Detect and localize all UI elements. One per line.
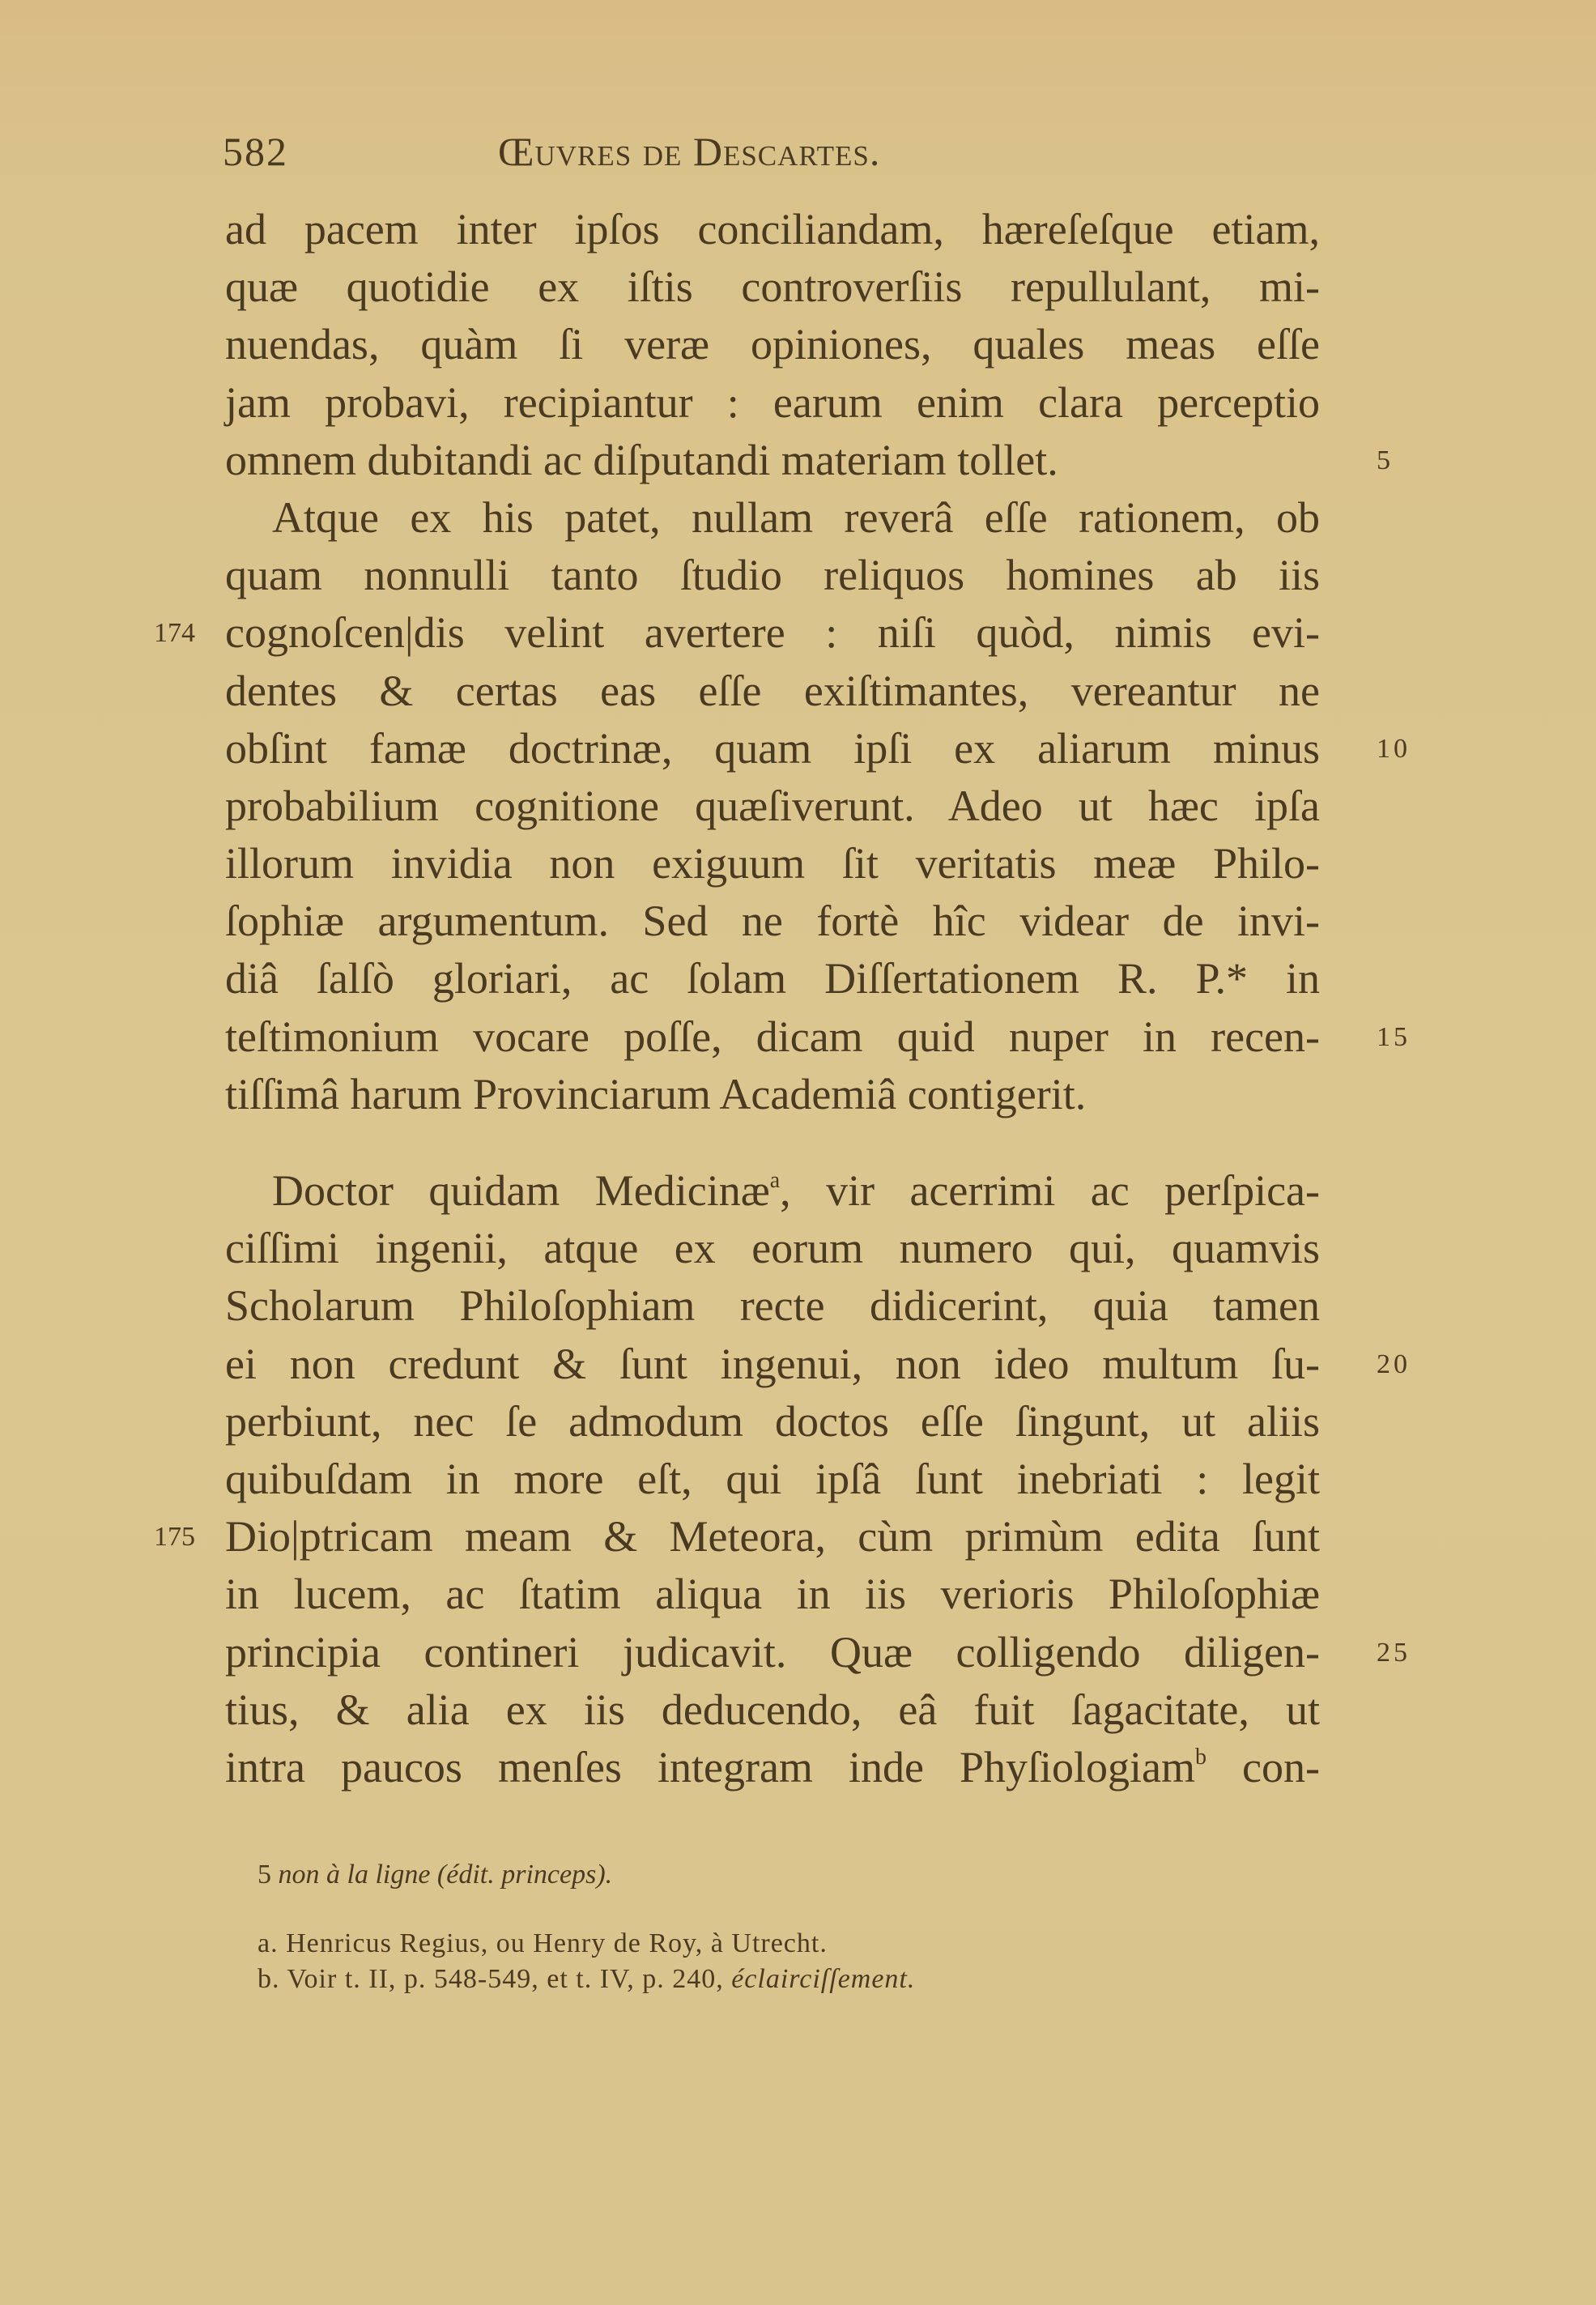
text-line [154, 604, 1320, 662]
line-text: ei non credunt & ſunt ingenui, non ideo multum ſu- [225, 1339, 1320, 1388]
text-line [225, 1336, 1411, 1393]
footnote-label: a. [257, 1928, 279, 1958]
text-line [225, 374, 1320, 432]
line-text: principia contineri judicavit. Quæ colligendo diligen- [225, 1627, 1320, 1677]
line-text: dentes & certas eas eſſe exiſtimantes, vereantur ne [225, 666, 1320, 715]
line-number-marginal: 10 [1377, 733, 1411, 764]
line-text: nuendas, quàm ſi veræ opiniones, quales meas eſſe [225, 320, 1320, 369]
footnote-b [257, 1962, 1310, 1997]
text-line [225, 1739, 1320, 1796]
text-line [225, 1393, 1320, 1451]
text-line [225, 663, 1320, 720]
line-text: teſtimonium vocare poſſe, dicam quid nuper in recen- [225, 1012, 1320, 1061]
footnote-label: b. [257, 1964, 280, 1994]
line-text: omnem dubitandi ac diſputandi materiam tollet. [225, 435, 1058, 484]
line-text: ſophiæ argumentum. Sed ne fortè hîc videar de invi- [225, 897, 1320, 946]
line-text: quæ quotidie ex iſtis controverſiis repullulant, mi- [225, 262, 1320, 312]
text-line [225, 1008, 1411, 1066]
line-text: illorum invidia non exiguum ſit veritatis meæ Philo- [225, 839, 1320, 888]
footnote-reference: b [1195, 1744, 1207, 1770]
running-title: Œuvres de Descartes. [498, 129, 881, 174]
text-line [225, 1451, 1320, 1508]
line-number-marginal: 15 [1377, 1021, 1411, 1052]
line-text: in lucem, ac ſtatim aliqua in iis verioris Philoſophiæ [225, 1570, 1320, 1619]
line-text: Doctor quidam Medicinæ [272, 1166, 770, 1215]
line-number-marginal: 25 [1377, 1637, 1411, 1668]
text-line [225, 547, 1320, 604]
line-number-marginal: 20 [1377, 1348, 1411, 1379]
line-text: tiſſimâ harum Provinciarum Academiâ contigerit. [225, 1069, 1087, 1118]
line-text: ciſſimi ingenii, atque ex eorum numero qui, quamvis [225, 1224, 1320, 1273]
text-line [225, 720, 1411, 778]
footnote-text: Voir t. II, p. 548-549, et t. IV, p. 240, [279, 1964, 732, 1994]
line-text: cognoſcen|dis velint avertere : niſi quòd, nimis evi- [225, 608, 1320, 658]
footnotes [257, 1855, 1310, 1997]
text-line [225, 1566, 1320, 1623]
body-text [154, 201, 1411, 1796]
page-number: 582 [223, 129, 288, 174]
line-text-continued: , vir acerrimi ac perſpica- [780, 1166, 1320, 1215]
line-text: jam probavi, recipiantur : earum enim clara perceptio [225, 377, 1320, 427]
line-text: perbiunt, nec ſe admodum doctos eſſe ſingunt, ut aliis [225, 1396, 1320, 1446]
line-text-continued: con- [1207, 1742, 1320, 1792]
text-line [225, 201, 1320, 258]
line-text: probabilium cognitione quæſiverunt. Adeo ut hæc ipſa [225, 781, 1320, 830]
footnote-reference: a [769, 1168, 781, 1193]
line-text: intra paucos menſes integram inde Phyſiologiam [225, 1742, 1195, 1792]
text-line [225, 893, 1320, 950]
text-line [225, 1624, 1411, 1681]
line-text: quam nonnulli tanto ſtudio reliquos homines ab iis [225, 551, 1320, 600]
line-text: obſint famæ doctrinæ, quam ipſi ex aliarum minus [225, 723, 1320, 773]
text-line [225, 432, 1394, 489]
footnote-text: Henricus Regius, ou Henry de Roy, à Utrecht. [278, 1928, 828, 1958]
text-line [225, 316, 1320, 373]
line-text: diâ ſalſò gloriari, ac ſolam Diſſertationem R. P.* in [225, 954, 1320, 1003]
footnote-a [257, 1926, 1310, 1962]
footnote-text-italic: éclairciſſement. [731, 1964, 916, 1994]
line-text: Atque ex his patet, nullam reverâ eſſe rationem, ob [272, 492, 1320, 542]
text-line [225, 1066, 1320, 1123]
text-line [225, 489, 1320, 547]
original-page-marginal: 174 [154, 618, 195, 649]
line-text: tius, & alia ex iis deducendo, eâ fuit ſagacitate, ut [225, 1685, 1320, 1734]
line-text: ad pacem inter ipſos conciliandam, hæreſeſque etiam, [225, 205, 1320, 254]
text-line [225, 258, 1320, 316]
line-text: quibuſdam in more eſt, qui ipſâ ſunt inebriati : legit [225, 1454, 1320, 1503]
original-page-marginal: 175 [154, 1522, 195, 1553]
text-line [225, 835, 1320, 893]
text-line [225, 1220, 1320, 1277]
line-text: Scholarum Philoſophiam recte didicerint, quia tamen [225, 1281, 1320, 1331]
text-line [225, 1681, 1320, 1739]
text-line [225, 1277, 1320, 1335]
text-line [225, 950, 1320, 1008]
variant-note [257, 1855, 1310, 1895]
text-line [154, 1508, 1320, 1566]
variant-note-line-number: 5 [257, 1860, 271, 1890]
variant-note-text: non à la ligne (édit. princeps). [271, 1860, 613, 1890]
text-line [225, 1162, 1320, 1220]
line-number-marginal: 5 [1377, 445, 1394, 475]
page-header [223, 128, 1324, 185]
text-line [225, 778, 1320, 835]
line-text: Dio|ptricam meam & Meteora, cùm primùm edita ſunt [225, 1512, 1320, 1562]
